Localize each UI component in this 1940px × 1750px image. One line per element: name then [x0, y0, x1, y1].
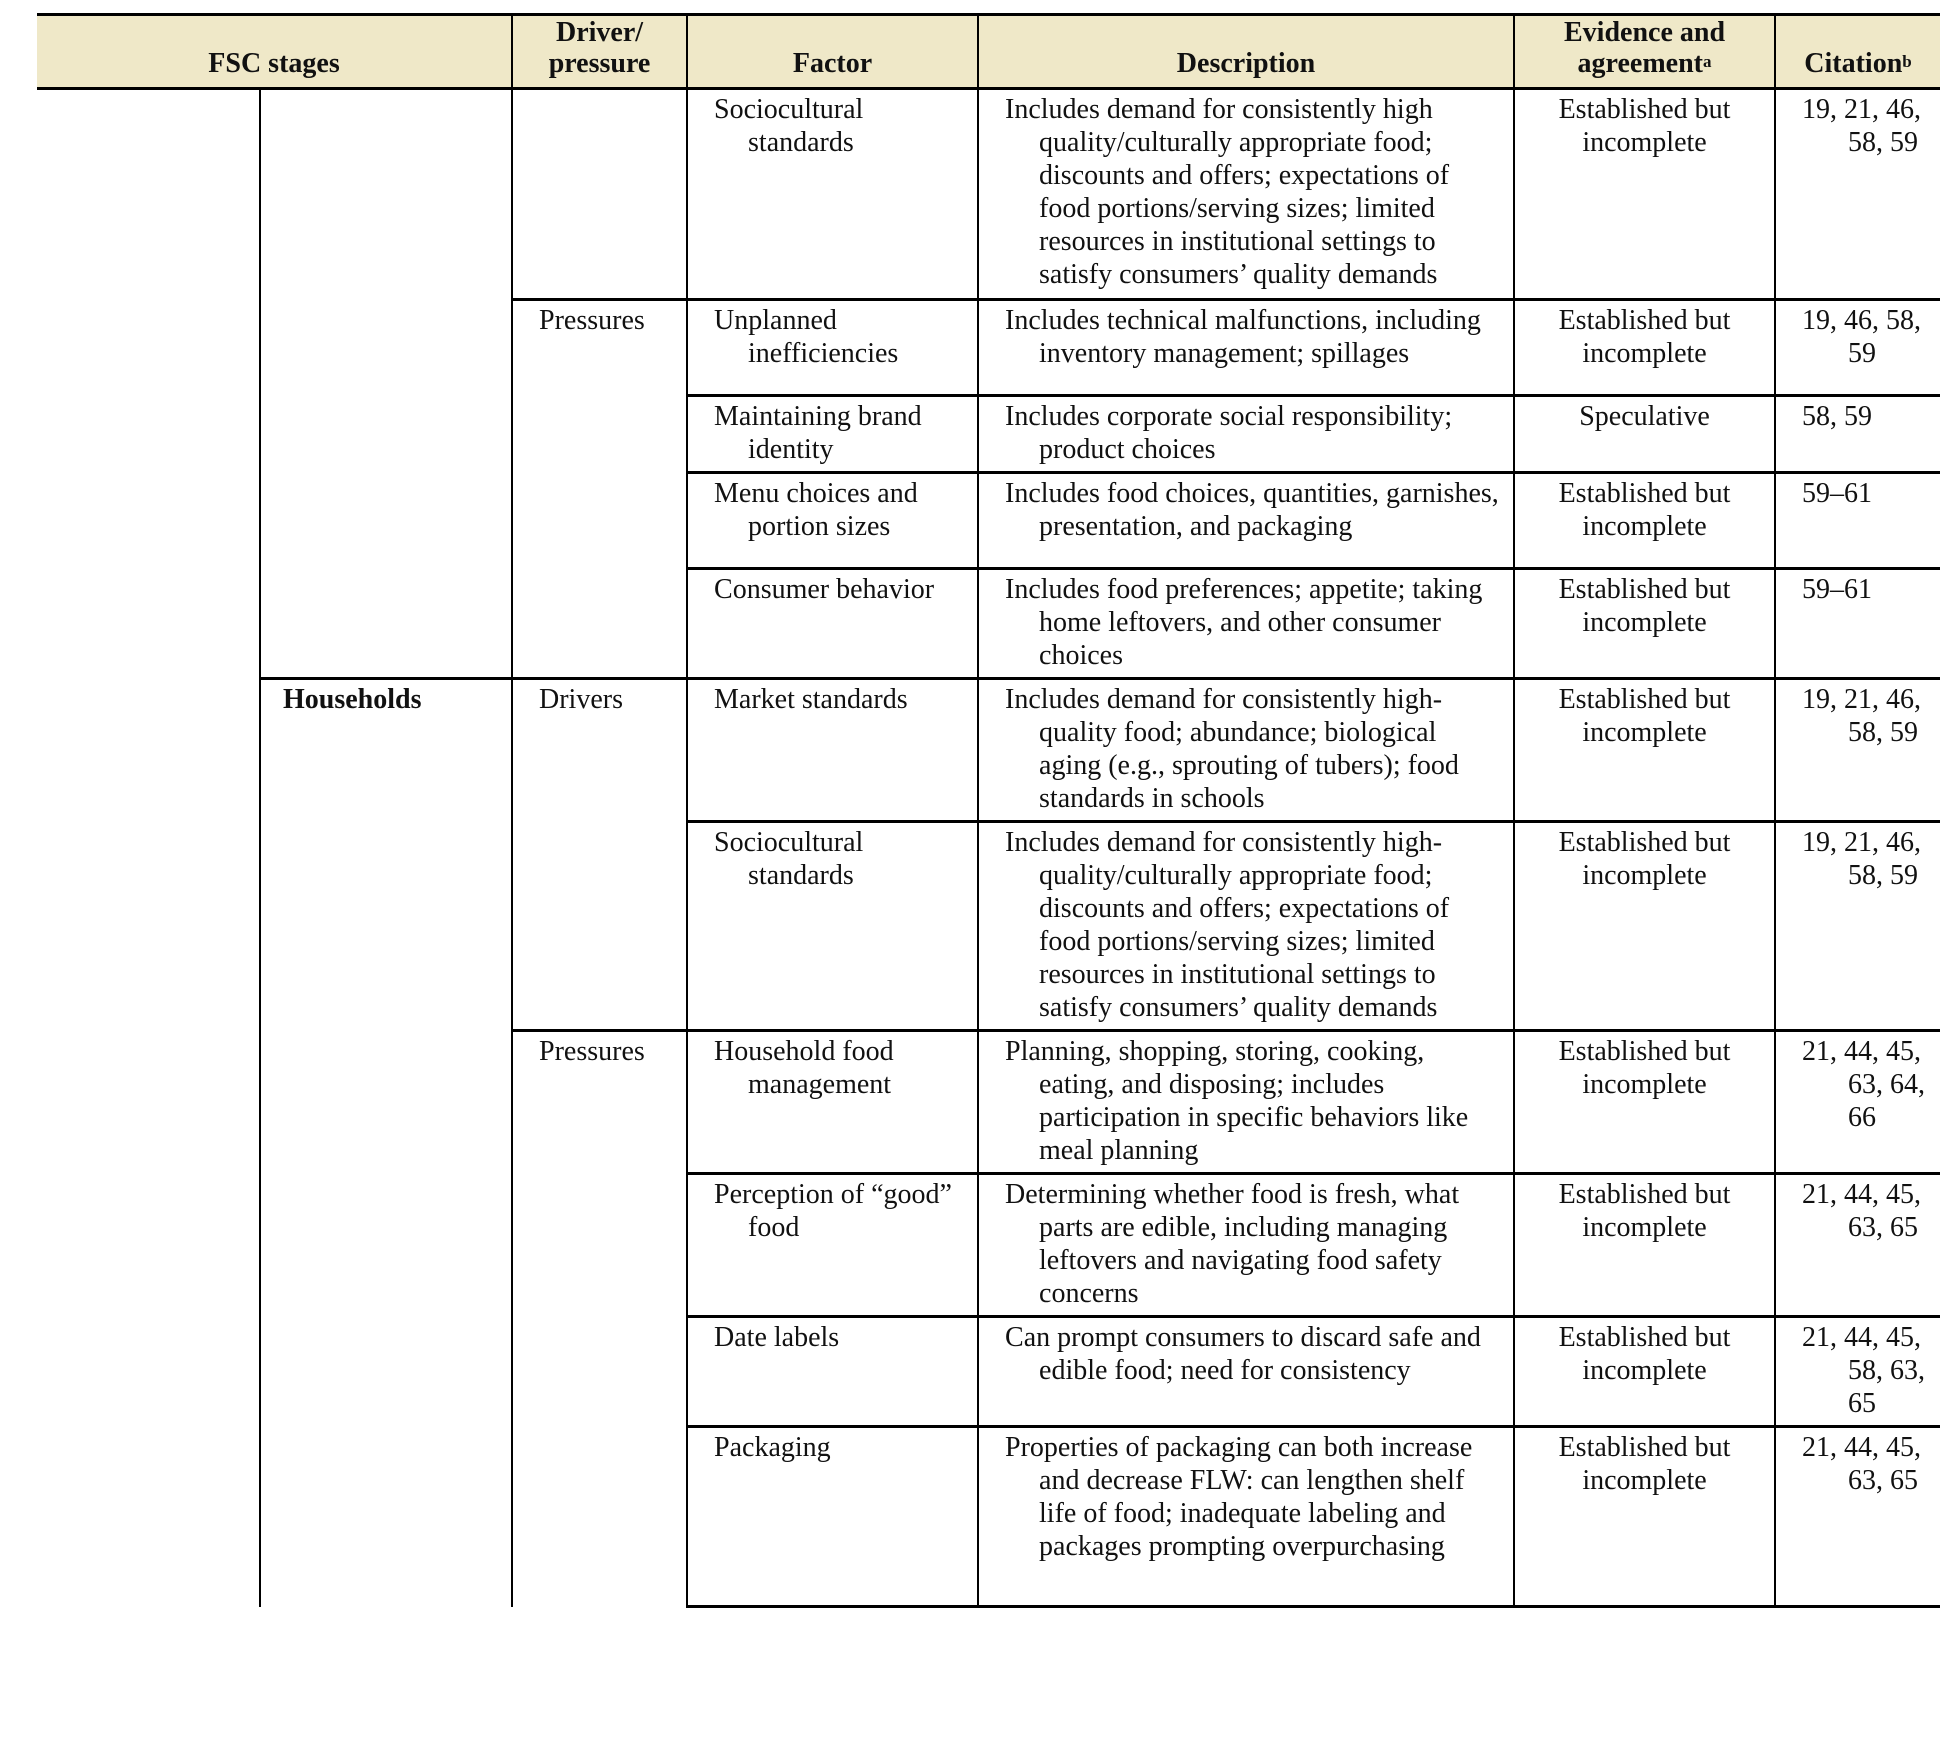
citation-cell-text: 21, 44, 45, 63, 65 [1802, 1179, 1922, 1243]
factor-cell-text: Consumer behavior [714, 574, 935, 605]
header-label: Description [1176, 48, 1316, 79]
header-fsc-stages [37, 15, 512, 89]
citation-cell-text: 21, 44, 45, 63, 65 [1802, 1432, 1922, 1496]
citation-cell-text: 21, 44, 45, 58, 63, 65 [1802, 1322, 1926, 1419]
header-driver-pressure [512, 15, 687, 89]
citation-cell-text: 59–61 [1802, 574, 1873, 605]
description-cell-text: Includes demand for consistently high-quality food; abundance; biological aging (e.g., sprouting of tubers); food standards in schools [1005, 684, 1459, 814]
citation-cell [1775, 679, 1940, 822]
driver-pressure-cell [512, 679, 687, 1031]
citation-cell [1775, 569, 1940, 679]
citation-cell [1775, 1317, 1940, 1427]
header-label: Citation [1804, 48, 1903, 79]
factor-cell [687, 89, 978, 300]
evidence-cell [1514, 1031, 1775, 1174]
factor-cell [687, 1031, 978, 1174]
factor-cell [687, 396, 978, 473]
driver-pressure-cell [512, 300, 687, 679]
description-cell [978, 1317, 1514, 1427]
driver-pressure-cell [512, 1031, 687, 1607]
citation-cell [1775, 1427, 1940, 1607]
citation-cell [1775, 1031, 1940, 1174]
factor-cell [687, 1174, 978, 1317]
factor-cell-text: Menu choices and portion sizes [714, 478, 918, 542]
evidence-cell [1514, 569, 1775, 679]
evidence-cell [1514, 1174, 1775, 1317]
evidence-cell [1514, 1427, 1775, 1607]
factor-cell-text: Household food management [714, 1036, 894, 1100]
evidence-cell [1514, 89, 1775, 300]
factor-cell-text: Date labels [714, 1322, 840, 1353]
fsc-stage-cell [260, 679, 512, 1607]
fsc-stage-cell-text: Households [283, 684, 422, 715]
header-label: Evidence and agreement [1564, 17, 1726, 79]
factor-cell-text: Sociocultural standards [714, 94, 864, 158]
citation-cell-text: 59–61 [1802, 478, 1873, 509]
table-row [37, 89, 1940, 300]
description-cell [978, 1174, 1514, 1317]
description-cell-text: Properties of packaging can both increase and decrease FLW: can lengthen shelf life of food; inadequate labeling and packages prompting overpurchasing [1005, 1432, 1473, 1562]
evidence-cell-text: Established but incomplete [1558, 94, 1731, 158]
evidence-cell-text: Established but incomplete [1558, 1036, 1731, 1100]
evidence-cell [1514, 473, 1775, 569]
citation-cell [1775, 300, 1940, 396]
evidence-cell [1514, 679, 1775, 822]
description-cell-text: Planning, shopping, storing, cooking, eating, and disposing; includes participation in specific behaviors like meal planning [1005, 1036, 1469, 1166]
evidence-cell [1514, 300, 1775, 396]
table-header-row [37, 15, 1940, 89]
description-cell-text: Determining whether food is fresh, what parts are edible, including managing leftovers and navigating food safety concerns [1005, 1179, 1460, 1309]
driver-pressure-cell [512, 89, 687, 300]
driver-pressure-cell-text: Pressures [539, 305, 645, 336]
factor-cell [687, 1317, 978, 1427]
header-label: Driver/ pressure [548, 17, 651, 79]
flw-factors-table [37, 13, 1940, 1608]
description-cell-text: Includes food preferences; appetite; taking home leftovers, and other consumer choices [1005, 574, 1483, 671]
header-evidence [1514, 15, 1775, 89]
factor-cell-text: Sociocultural standards [714, 827, 864, 891]
description-cell [978, 300, 1514, 396]
description-cell [978, 822, 1514, 1031]
driver-pressure-cell-text: Pressures [539, 1036, 645, 1067]
evidence-cell [1514, 1317, 1775, 1427]
evidence-cell-text: Established but incomplete [1558, 827, 1731, 891]
description-cell [978, 1427, 1514, 1607]
factor-cell-text: Market standards [714, 684, 908, 715]
factor-cell [687, 300, 978, 396]
citation-cell-text: 19, 21, 46, 58, 59 [1802, 94, 1922, 158]
citation-cell [1775, 1174, 1940, 1317]
header-description [978, 15, 1514, 89]
factor-cell [687, 679, 978, 822]
citation-cell-text: 58, 59 [1802, 401, 1873, 432]
factor-cell [687, 569, 978, 679]
description-cell-text: Can prompt consumers to discard safe and edible food; need for consistency [1005, 1322, 1481, 1386]
description-cell [978, 473, 1514, 569]
footnote-marker: b [1902, 52, 1912, 71]
citation-cell-text: 19, 46, 58, 59 [1802, 305, 1922, 369]
header-factor [687, 15, 978, 89]
description-cell-text: Includes food choices, quantities, garnishes, presentation, and packaging [1005, 478, 1499, 542]
citation-cell [1775, 396, 1940, 473]
description-cell [978, 569, 1514, 679]
citation-cell [1775, 89, 1940, 300]
evidence-cell-text: Established but incomplete [1558, 478, 1731, 542]
evidence-cell [1514, 396, 1775, 473]
citation-cell-text: 19, 21, 46, 58, 59 [1802, 827, 1922, 891]
header-label: FSC stages [208, 48, 340, 79]
factor-cell [687, 822, 978, 1031]
evidence-cell-text: Established but incomplete [1558, 574, 1731, 638]
table-row [37, 679, 1940, 822]
evidence-cell-text: Speculative [1579, 401, 1710, 432]
evidence-cell-text: Established but incomplete [1558, 1432, 1731, 1496]
evidence-cell-text: Established but incomplete [1558, 305, 1731, 369]
description-cell-text: Includes technical malfunctions, including inventory management; spillages [1005, 305, 1481, 369]
factor-cell [687, 473, 978, 569]
evidence-cell [1514, 822, 1775, 1031]
evidence-cell-text: Established but incomplete [1558, 1179, 1731, 1243]
citation-cell [1775, 822, 1940, 1031]
factor-cell-text: Perception of “good” food [714, 1179, 952, 1243]
factor-cell-text: Maintaining brand identity [714, 401, 922, 465]
footnote-marker: a [1702, 52, 1712, 71]
fsc-stage-group-cell [37, 89, 260, 1607]
citation-cell-text: 21, 44, 45, 63, 64, 66 [1802, 1036, 1926, 1133]
citation-cell [1775, 473, 1940, 569]
driver-pressure-cell-text: Drivers [539, 684, 623, 715]
description-cell [978, 89, 1514, 300]
description-cell [978, 1031, 1514, 1174]
factor-cell [687, 1427, 978, 1607]
factor-cell-text: Packaging [714, 1432, 831, 1463]
description-cell-text: Includes demand for consistently high quality/culturally appropriate food; discounts and offers; expectations of food portions/serving sizes; limited resources in institutional settings to satisfy consumers’ quality demands [1005, 94, 1450, 290]
evidence-cell-text: Established but incomplete [1558, 684, 1731, 748]
description-cell-text: Includes corporate social responsibility; product choices [1005, 401, 1453, 465]
header-citation [1775, 15, 1940, 89]
citation-cell-text: 19, 21, 46, 58, 59 [1802, 684, 1922, 748]
description-cell [978, 679, 1514, 822]
header-label: Factor [792, 48, 873, 79]
description-cell-text: Includes demand for consistently high-quality/culturally appropriate food; discounts and offers; expectations of food portions/serving sizes; limited resources in institutional settings to satisfy consumers’ quality demands [1005, 827, 1450, 1023]
factor-cell-text: Unplanned inefficiencies [714, 305, 899, 369]
fsc-stage-cell [260, 89, 512, 679]
evidence-cell-text: Established but incomplete [1558, 1322, 1731, 1386]
description-cell [978, 396, 1514, 473]
